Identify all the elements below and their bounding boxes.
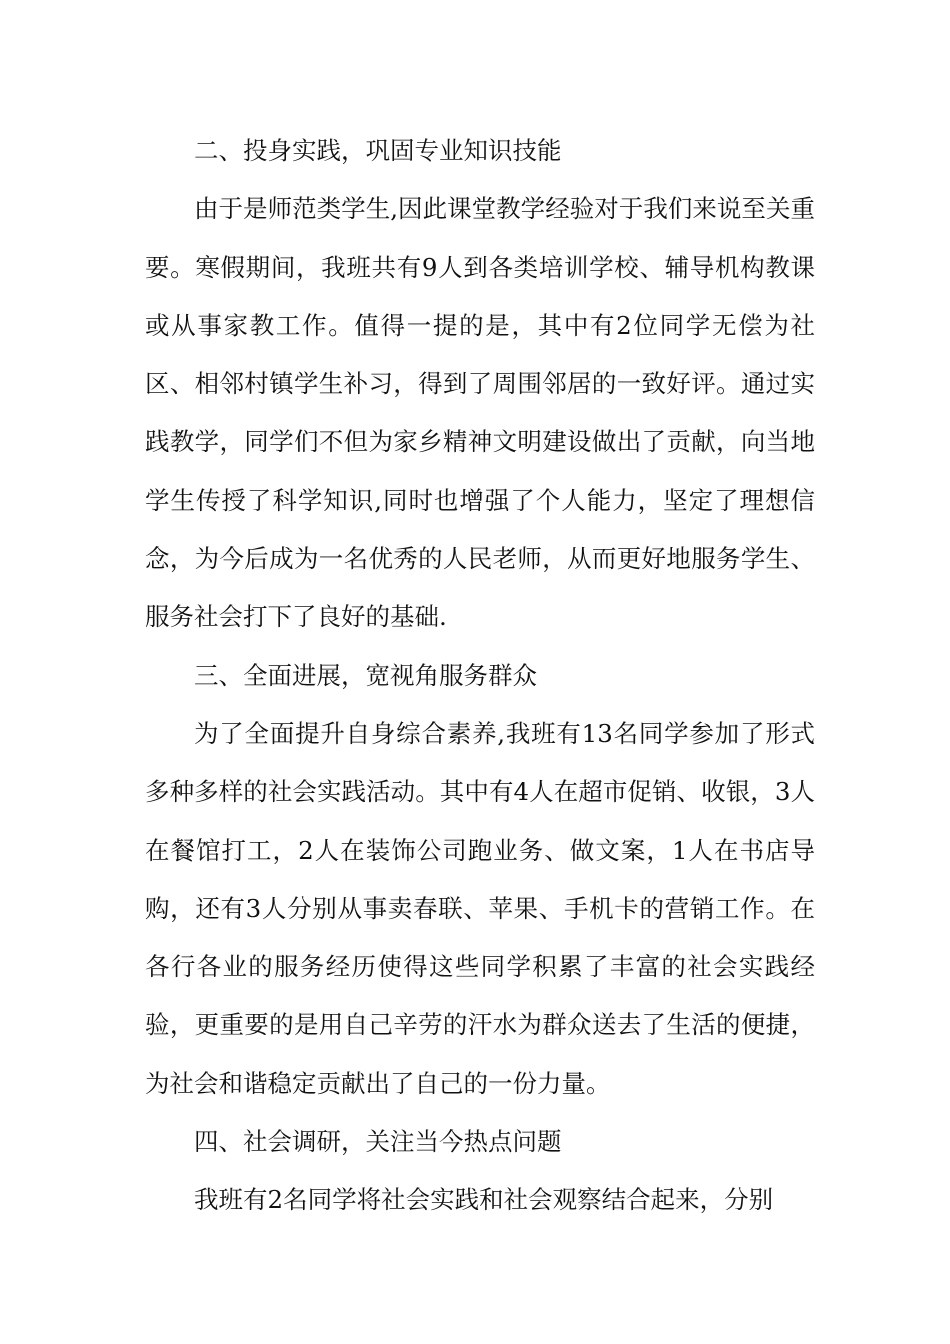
document-body: [145, 122, 815, 1230]
section-heading-practice: 二、投身实践，巩固专业知识技能: [194, 136, 562, 165]
section-heading-service: 三、全面进展，宽视角服务群众: [194, 660, 537, 690]
section-heading-research: 四、社会调研，关注当今热点问题: [194, 1127, 562, 1157]
paragraph-teaching-practice: 由于是师范类学生,因此课堂教学经验对于我们来说至关重要。寒假期间，我班共有9人到各类培训学校、辅导机构教课或从事家教工作。值得一提的是，其中有2位同学无偿为社区、相邻村镇学生补习，得到了周围邻居的一致好评。通过实践教学，同学们不但为家乡精神文明建设做出了贡献，向当地学生传授了科学知识,同时也增强了个人能力，坚定了理想信念，为今后成为一名优秀的人民老师，从而更好地服务学生、服务社会打下了良好的基础.: [145, 194, 815, 632]
paragraph-social-service: 为了全面提升自身综合素养,我班有13名同学参加了形式多种多样的社会实践活动。其中有4人在超市促销、收银，3人在餐馆打工，2人在装饰公司跑业务、做文案，1人在书店导购，还有3人分别从事卖春联、苹果、手机卡的营销工作。在各行各业的服务经历使得这些同学积累了丰富的社会实践经验，更重要的是用自己辛劳的汗水为群众送去了生活的便捷，为社会和谐稳定贡献出了自己的一份力量。: [145, 718, 815, 1098]
paragraph-social-research: 我班有2名同学将社会实践和社会观察结合起来，分别: [194, 1185, 774, 1215]
